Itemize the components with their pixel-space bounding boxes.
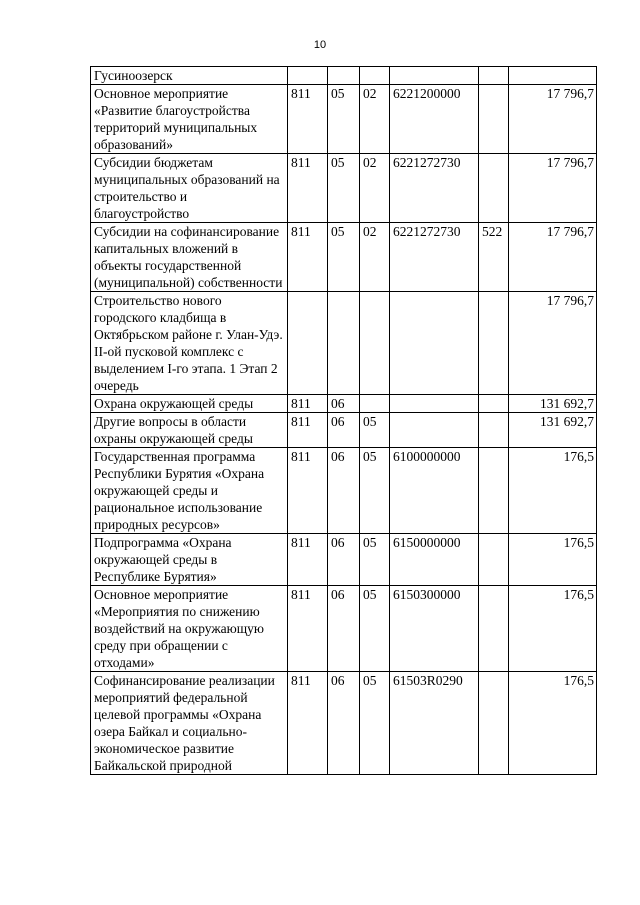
table-row [91, 292, 597, 395]
target-article-cell [390, 67, 479, 85]
target-article-cell: 6221272730 [390, 154, 479, 223]
expense-type-cell [479, 413, 509, 448]
amount-cell: 131 692,7 [509, 413, 597, 448]
item-name-cell: Субсидии бюджетам муниципальных образований на строительство и благоустройство [91, 154, 288, 223]
expense-type-cell [479, 534, 509, 586]
target-article-cell [390, 292, 479, 395]
ministry-code-cell: 811 [288, 413, 328, 448]
subsection-code-cell: 05 [360, 586, 390, 672]
subsection-code-cell: 05 [360, 672, 390, 775]
section-code-cell [328, 67, 360, 85]
expense-type-cell [479, 85, 509, 154]
table-row [91, 67, 597, 85]
expense-type-cell [479, 292, 509, 395]
subsection-code-cell: 05 [360, 448, 390, 534]
expense-type-cell [479, 154, 509, 223]
table-row [91, 672, 597, 775]
item-name-cell: Гусиноозерск [91, 67, 288, 85]
amount-cell: 17 796,7 [509, 85, 597, 154]
expense-type-cell [479, 395, 509, 413]
item-name-cell: Строительство нового городского кладбища в Октябрьском районе г. Улан-Удэ. II-ой пусковой комплекс с выделением I-го этапа. 1 Этап 2 очередь [91, 292, 288, 395]
ministry-code-cell: 811 [288, 85, 328, 154]
page-number: 10 [313, 39, 327, 51]
table-row [91, 85, 597, 154]
section-code-cell [328, 292, 360, 395]
item-name-cell: Основное мероприятие «Развитие благоустройства территорий муниципальных образований» [91, 85, 288, 154]
section-code-cell: 05 [328, 223, 360, 292]
item-name-cell: Государственная программа Республики Бурятия «Охрана окружающей среды и рациональное использование природных ресурсов» [91, 448, 288, 534]
ministry-code-cell: 811 [288, 586, 328, 672]
ministry-code-cell [288, 292, 328, 395]
target-article-cell: 6221272730 [390, 223, 479, 292]
amount-cell: 176,5 [509, 586, 597, 672]
ministry-code-cell: 811 [288, 534, 328, 586]
subsection-code-cell: 05 [360, 413, 390, 448]
amount-cell [509, 67, 597, 85]
amount-cell: 176,5 [509, 448, 597, 534]
subsection-code-cell: 05 [360, 534, 390, 586]
target-article-cell: 61503R0290 [390, 672, 479, 775]
ministry-code-cell: 811 [288, 448, 328, 534]
expense-type-cell [479, 586, 509, 672]
ministry-code-cell [288, 67, 328, 85]
amount-cell: 176,5 [509, 534, 597, 586]
item-name-cell: Подпрограмма «Охрана окружающей среды в Республике Бурятия» [91, 534, 288, 586]
section-code-cell: 05 [328, 154, 360, 223]
subsection-code-cell [360, 395, 390, 413]
item-name-cell: Основное мероприятие «Мероприятия по снижению воздействий на окружающую среду при обращении с отходами» [91, 586, 288, 672]
ministry-code-cell: 811 [288, 672, 328, 775]
section-code-cell: 06 [328, 586, 360, 672]
table-row [91, 223, 597, 292]
expense-type-cell [479, 672, 509, 775]
section-code-cell: 06 [328, 395, 360, 413]
amount-cell: 17 796,7 [509, 154, 597, 223]
item-name-cell: Другие вопросы в области охраны окружающей среды [91, 413, 288, 448]
table-row [91, 154, 597, 223]
section-code-cell: 06 [328, 448, 360, 534]
amount-cell: 176,5 [509, 672, 597, 775]
table-row [91, 395, 597, 413]
section-code-cell: 06 [328, 413, 360, 448]
budget-table-body [91, 67, 597, 775]
target-article-cell: 6100000000 [390, 448, 479, 534]
target-article-cell [390, 395, 479, 413]
budget-table [90, 66, 597, 775]
amount-cell: 17 796,7 [509, 292, 597, 395]
target-article-cell: 6150000000 [390, 534, 479, 586]
table-row [91, 413, 597, 448]
target-article-cell: 6221200000 [390, 85, 479, 154]
amount-cell: 17 796,7 [509, 223, 597, 292]
item-name-cell: Охрана окружающей среды [91, 395, 288, 413]
target-article-cell [390, 413, 479, 448]
ministry-code-cell: 811 [288, 395, 328, 413]
table-row [91, 534, 597, 586]
amount-cell: 131 692,7 [509, 395, 597, 413]
section-code-cell: 05 [328, 85, 360, 154]
target-article-cell: 6150300000 [390, 586, 479, 672]
subsection-code-cell: 02 [360, 154, 390, 223]
ministry-code-cell: 811 [288, 223, 328, 292]
section-code-cell: 06 [328, 672, 360, 775]
subsection-code-cell: 02 [360, 85, 390, 154]
table-row [91, 448, 597, 534]
expense-type-cell: 522 [479, 223, 509, 292]
item-name-cell: Субсидии на софинансирование капитальных вложений в объекты государственной (муниципальной) собственности [91, 223, 288, 292]
subsection-code-cell: 02 [360, 223, 390, 292]
expense-type-cell [479, 448, 509, 534]
expense-type-cell [479, 67, 509, 85]
subsection-code-cell [360, 292, 390, 395]
subsection-code-cell [360, 67, 390, 85]
table-row [91, 586, 597, 672]
ministry-code-cell: 811 [288, 154, 328, 223]
item-name-cell: Софинансирование реализации мероприятий федеральной целевой программы «Охрана озера Байкал и социально-экономическое развитие Байкальской природной [91, 672, 288, 775]
section-code-cell: 06 [328, 534, 360, 586]
